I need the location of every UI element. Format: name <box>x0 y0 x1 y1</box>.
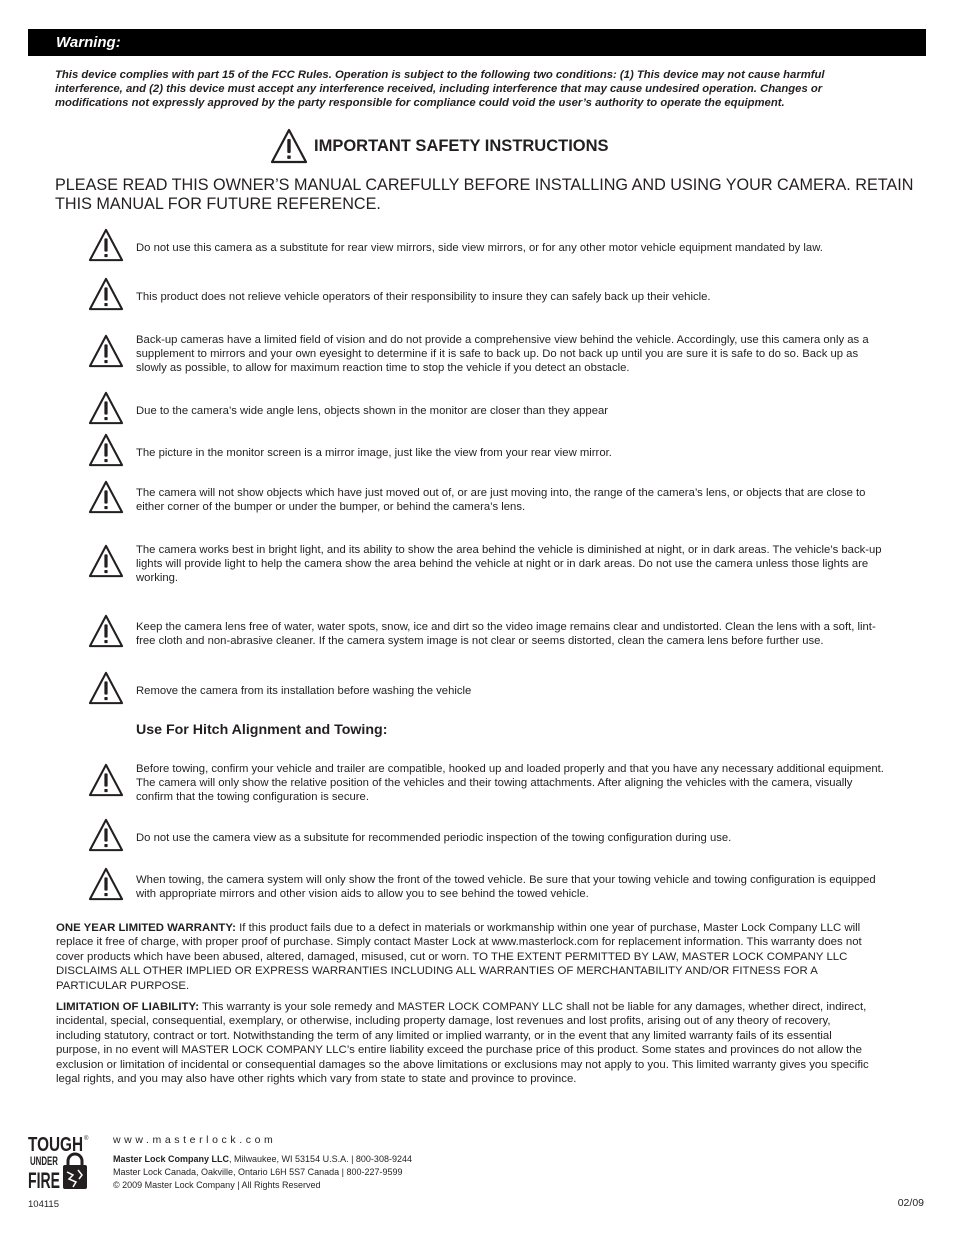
warning-text: Back-up cameras have a limited field of vision and do not provide a comprehensive view behind the vehicle. Accordingly, use this camera only as a supplement to mirrors and your own eyesight to determine if it is safe to back up. Do not back up until you are sure it is safe to do so. Back up as slowly as possible, to allow for maximum reaction time to stop the vehicle if you detect an obstacle. <box>136 334 869 374</box>
document-code: 104115 <box>28 1199 59 1210</box>
warning-triangle-icon <box>88 334 124 368</box>
warning-text: The picture in the monitor screen is a mirror image, just like the view from your rear view mirror. <box>136 447 612 459</box>
warning-text: The camera will not show objects which have just moved out of, or are just moving into, the range of the camera’s lens, or objects that are close to either corner of the bumper or under the bumper, or behind the camera’s lens. <box>136 487 866 513</box>
hitch-heading: Use For Hitch Alignment and Towing: <box>136 722 388 738</box>
warning-text: When towing, the camera system will only show the front of the towed vehicle. Be sure that your towing vehicle and towing configuration is equipped with appropriate mirrors and other vision aids to allow you to see behind the towed vehicle. <box>136 874 876 900</box>
warning-triangle-icon <box>88 614 124 648</box>
warranty-label: ONE YEAR LIMITED WARRANTY: <box>56 922 236 934</box>
warning-text: The camera works best in bright light, and its ability to show the area behind the vehicle is diminished at night, or in dark areas. The vehicle’s back-up lights will provide light to help the camera show the area behind the vehicle at night or in dark areas. Do not use the camera unless those lights are working. <box>136 544 882 584</box>
footer-contact <box>113 1153 412 1192</box>
footer-copyright: © 2009 Master Lock Company | All Rights Reserved <box>113 1180 321 1190</box>
warning-item <box>88 334 888 374</box>
warning-text: Before towing, confirm your vehicle and trailer are compatible, hooked up and loaded properly and that you have any necessary additional equipment. The camera will only show the relative position of the vehicles and their towing attachments. After aligning the vehicles with the camera, visually confirm that the towing configuration is secure. <box>136 763 884 803</box>
hitch-warning-item <box>88 818 888 858</box>
warning-triangle-icon <box>88 867 124 901</box>
warning-text: Remove the camera from its installation before washing the vehicle <box>136 685 472 697</box>
document-date: 02/09 <box>897 1197 924 1209</box>
warning-item <box>88 544 888 584</box>
warning-item <box>88 614 888 654</box>
footer-url[interactable]: www.masterlock.com <box>113 1134 277 1146</box>
warning-triangle-icon <box>88 480 124 514</box>
tough-under-fire-logo <box>28 1132 90 1192</box>
warning-text: This product does not relieve vehicle operators of their responsibility to insure they can safely back up their vehicle. <box>136 291 711 303</box>
logo-registered-mark: ® <box>84 1136 89 1142</box>
footer-canada-line: Master Lock Canada, Oakville, Ontario L6H 5S7 Canada | 800-227-9599 <box>113 1167 403 1177</box>
warning-triangle-icon <box>88 544 124 578</box>
liability-text: This warranty is your sole remedy and MASTER LOCK COMPANY LLC shall not be liable for any damages, whether direct, indirect, incidental, special, consequential, exemplary, or otherwise, including property damage, lost revenues and lost profits, arising out of any theory of recovery, including statutory, contract or tort. Notwithstanding the term of any limited or implied warranty, or in the event that any limited warranty fails of its essential purpose, in no event will MASTER LOCK COMPANY LLC’s entire liability exceed the purchase price of this product. Some states and provinces do not allow the exclusion or limitation of incidental or consequential damages so the above limitations or exclusions may not apply to you. This limited warranty gives you specific legal rights, and you may also have other rights which vary from state to state and province to province. <box>56 1001 869 1086</box>
warning-item <box>88 391 888 431</box>
liability-paragraph <box>56 1000 876 1086</box>
warning-triangle-icon <box>88 763 124 797</box>
fcc-notice: This device complies with part 15 of the FCC Rules. Operation is subject to the following two conditions: (1) This device may not cause harmful interference, and (2) this device must accept any interference received, including interference that may cause undesired operation. Changes or modifications not expressly approved by the party responsible for compliance could void the user’s authority to operate the equipment. <box>55 69 825 109</box>
warning-triangle-icon <box>88 277 124 311</box>
warranty-text: If this product fails due to a defect in materials or workmanship within one year of purchase, Master Lock Company LLC will replace it free of charge, with proper proof of purchase. Simply contact Master Lock at www.masterlock.com for replacement information. This warranty does not cover products which have been abused, altered, damaged, misused, cut or worn. TO THE EXTENT PERMITTED BY LAW, MASTER LOCK COMPANY LLC DISCLAIMS ALL OTHER IMPLIED OR EXPRESS WARRANTIES INCLUDING ALL WARRANTIES OF MERCHANTABILITY AND/OR FITNESS FOR A PARTICULAR PURPOSE. <box>56 922 862 992</box>
warning-item <box>88 433 888 473</box>
warning-item <box>88 480 888 520</box>
footer-company-name: Master Lock Company LLC <box>113 1154 230 1164</box>
logo-line-2: UNDER <box>30 1154 59 1168</box>
warning-label: Warning: <box>56 34 121 51</box>
warning-text: Do not use this camera as a substitute for rear view mirrors, side view mirrors, or for any other motor vehicle equipment mandated by law. <box>136 242 823 254</box>
warning-triangle-icon <box>88 818 124 852</box>
warning-text: Due to the camera’s wide angle lens, objects shown in the monitor are closer than they appear <box>136 405 609 417</box>
warning-triangle-icon <box>270 128 308 164</box>
warning-triangle-icon <box>88 433 124 467</box>
warning-item <box>88 277 888 317</box>
logo-line-3: FIRE <box>28 1168 60 1192</box>
safety-title: IMPORTANT SAFETY INSTRUCTIONS <box>314 136 609 155</box>
footer-us-address: , Milwaukee, WI 53154 U.S.A. | 800-308-9244 <box>229 1154 412 1164</box>
warning-text: Keep the camera lens free of water, water spots, snow, ice and dirt so the video image remains clear and undistorted. Clean the lens with a soft, lint-free cloth and non-abrasive cleaner. If the camera system image is not clear or seems distorted, clean the camera lens before further use. <box>136 621 876 647</box>
warning-triangle-icon <box>88 391 124 425</box>
hitch-warning-item <box>88 867 888 907</box>
padlock-icon <box>63 1154 87 1189</box>
warning-item <box>88 671 888 711</box>
warning-triangle-icon <box>88 671 124 705</box>
safety-title-row <box>270 128 609 164</box>
warning-triangle-icon <box>88 228 124 262</box>
logo-line-1: TOUGH <box>28 1134 83 1156</box>
hitch-warning-item <box>88 763 888 803</box>
liability-label: LIMITATION OF LIABILITY: <box>56 1001 199 1013</box>
warranty-paragraph <box>56 921 876 993</box>
warning-text: Do not use the camera view as a subsitute for recommended periodic inspection of the towing configuration during use. <box>136 832 732 844</box>
warning-bar <box>28 29 926 56</box>
footer-us-line <box>113 1153 412 1166</box>
warning-item <box>88 228 888 268</box>
please-read-notice: PLEASE READ THIS OWNER’S MANUAL CAREFULLY BEFORE INSTALLING AND USING YOUR CAMERA. RETAIN THIS MANUAL FOR FUTURE REFERENCE. <box>55 176 914 213</box>
